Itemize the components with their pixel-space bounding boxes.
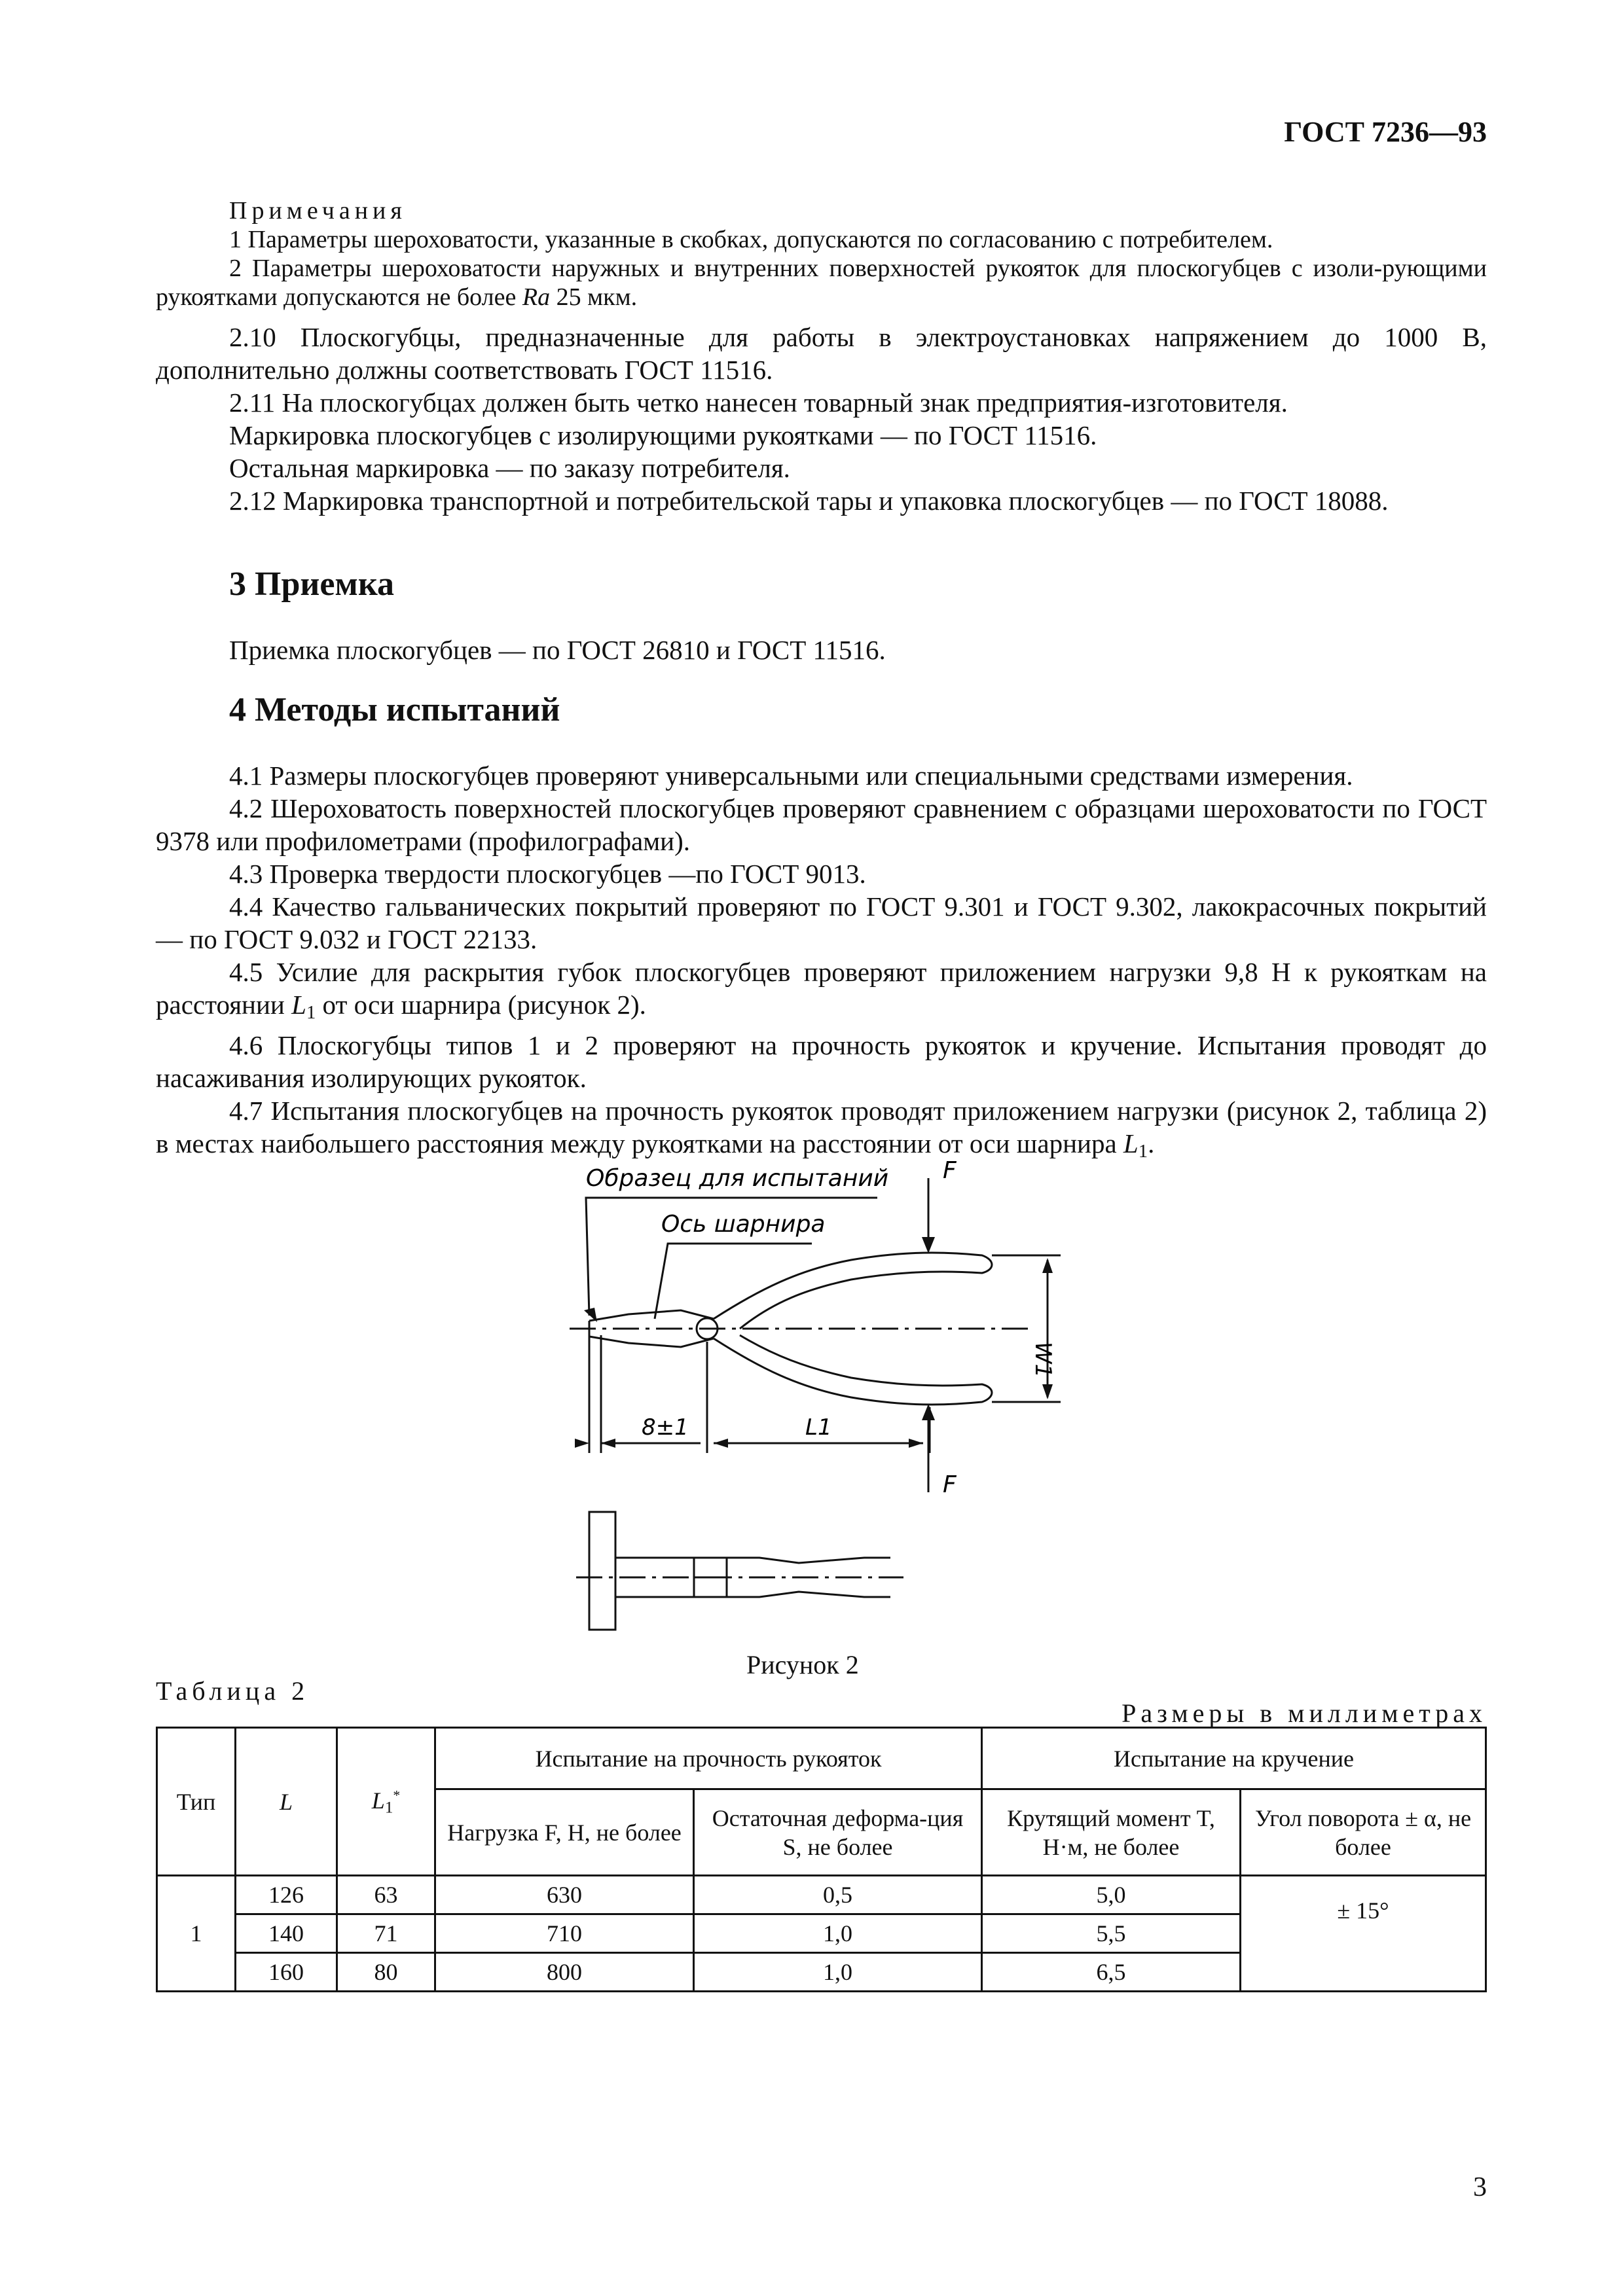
cell-S: 1,0 [694,1914,982,1953]
cell-L: 126 [236,1876,337,1914]
section-3-heading: 3 Приемка [229,565,395,603]
header-L1: $L_1^*$ [337,1728,435,1876]
header-type: Тип [157,1728,236,1876]
figure-2-pliers-drawing [524,1139,1087,1636]
cell-F: 800 [435,1953,694,1992]
table-title: Таблица 2 [156,1676,310,1706]
notes-block [156,196,1487,312]
figure-caption: Рисунок 2 [746,1650,859,1679]
header-deform: Остаточная деформа-ция S, не более [694,1789,982,1876]
paragraph-4-6: 4.6 Плоскогубцы типов 1 и 2 проверяют на прочность рукояток и кручение. Испытания проводят до насаживания изолирующих рукояток. [156,1030,1487,1094]
table-2 [156,1727,1487,1992]
cell-L1: 71 [337,1914,435,1953]
label-L1: L1 [805,1414,832,1441]
header-strength: Испытание на прочность рукояток [435,1728,982,1789]
label-8-tolerance: 8±1 [642,1414,689,1441]
cell-F: 710 [435,1914,694,1953]
paragraph-4-3: 4.3 Проверка твердости плоскогубцев —по ГОСТ 9013. [229,859,866,889]
header-L: L [236,1728,337,1876]
cell-angle: ± 15° [1241,1876,1486,1992]
cell-L: 160 [236,1953,337,1992]
paragraph-2-11c: Остальная маркировка — по заказу потребителя. [229,453,790,483]
document-number-header: ГОСТ 7236—93 [1284,116,1487,148]
cell-L: 140 [236,1914,337,1953]
label-W1: W1 [1030,1342,1056,1378]
jaws [589,1310,714,1347]
cell-L1: 63 [337,1876,435,1914]
paragraph-4-1: 4.1 Размеры плоскогубцев проверяют универсальными или специальными средствами измерения. [229,761,1353,791]
paragraph-2-10: 2.10 Плоскогубцы, предназначенные для работы в электроустановках напряжением до 1000 В, дополнительно должны соответствовать ГОСТ 11516. [156,322,1487,385]
label-force-top: F [943,1157,957,1184]
section-2-paragraphs [156,321,1487,517]
paragraph-4-5: 4.5 Усилие для раскрытия губок плоскогубцев проверяют приложением нагрузки 9,8 Н к рукояткам на расстоянии $L_1$ от оси шарнира (рисунок 2). [156,957,1487,1024]
lower-handle [714,1335,992,1405]
section-4-heading: 4 Методы испытаний [229,691,560,728]
header-torsion: Испытание на кручение [982,1728,1486,1789]
header-angle: Угол поворота ± α, не более [1241,1789,1486,1876]
paragraph-2-12: 2.12 Маркировка транспортной и потребительской тары и упаковка плоскогубцев — по ГОСТ 18088. [229,486,1389,516]
paragraph-4-2: 4.2 Шероховатость поверхностей плоскогубцев проверяют сравнением с образцами шероховатости по ГОСТ 9378 или профилометрами (профилографами). [156,793,1487,856]
cell-S: 0,5 [694,1876,982,1914]
header-load: Нагрузка F, Н, не более [435,1789,694,1876]
section-3-text: Приемка плоскогубцев — по ГОСТ 26810 и ГОСТ 11516. [229,635,886,665]
notes-title: Примечания [229,197,407,224]
cell-type: 1 [157,1876,236,1992]
paragraph-2-11b: Маркировка плоскогубцев с изолирующими рукоятками — по ГОСТ 11516. [229,420,1097,450]
paragraph-2-11a: 2.11 На плоскогубцах должен быть четко нанесен товарный знак предприятия-изготовителя. [229,387,1288,418]
cell-L1: 80 [337,1953,435,1992]
cell-T: 6,5 [982,1953,1241,1992]
note-2: 2 Параметры шероховатости наружных и внутренних поверхностей рукояток для плоскогубцев с изоли-рующими рукоятками допускаются не более Ra 25 мкм. [156,255,1487,311]
table-units: Размеры в миллиметрах [1122,1698,1487,1728]
label-force-bottom: F [943,1471,957,1498]
header-torque: Крутящий момент T, Н·м, не более [982,1789,1241,1876]
paragraph-4-7: 4.7 Испытания плоскогубцев на прочность рукояток проводят приложением нагрузки (рисунок 2, таблица 2) в местах наибольшего расстояния между рукоятками на расстоянии от оси шарнира $L_1$. [156,1096,1487,1162]
cell-F: 630 [435,1876,694,1914]
label-hinge-axis: Ось шарнира [661,1211,826,1238]
page-number: 3 [1473,2172,1487,2202]
paragraph-4-4: 4.4 Качество гальванических покрытий проверяют по ГОСТ 9.301 и ГОСТ 9.302, лакокрасочных покрытий — по ГОСТ 9.032 и ГОСТ 22133. [156,891,1487,954]
upper-handle [714,1253,992,1329]
note-1: 1 Параметры шероховатости, указанные в скобках, допускаются по согласованию с потребителем. [229,226,1273,253]
table-row [157,1876,1486,1914]
cell-T: 5,5 [982,1914,1241,1953]
label-test-sample: Образец для испытаний [586,1165,889,1192]
cell-T: 5,0 [982,1876,1241,1914]
section-4-paragraphs [156,759,1487,1168]
cell-S: 1,0 [694,1953,982,1992]
